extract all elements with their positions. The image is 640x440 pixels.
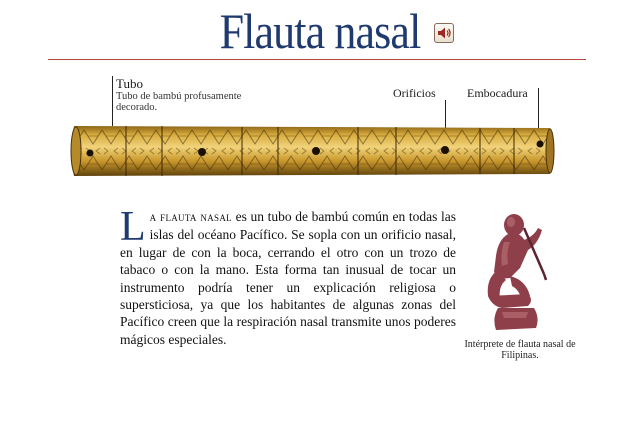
body-text: es un tubo de bambú común en todas las islas del océano Pacífico. Se sopla con un orificio nasal, en lugar de con la boca, cerrando el otro con un trozo de tabaco o con la mano. Esta forma tan inusual de tocar un instrumento podría tener un explicación religiosa o supersticiosa, ya que los habitantes de algunas zonas del Pacífico creen que la respiración nasal transmite unos poderes mágicos especiales. [120, 209, 456, 347]
tube-label: Tubo [116, 76, 143, 91]
drop-cap: L [120, 204, 146, 250]
holes-label: Orificios [393, 86, 436, 100]
page-title: Flauta nasal [219, 3, 421, 59]
title-divider [48, 59, 586, 60]
mouthpiece-label: Embocadura [467, 86, 528, 100]
tube-description: Tubo de bambú profusamente decorado. [116, 91, 242, 113]
figure-caption: Intérprete de flauta nasal de Filipinas. [464, 339, 576, 361]
tube-leader-line [112, 76, 113, 126]
body-paragraph [120, 204, 456, 348]
speaker-icon[interactable] [434, 23, 454, 43]
nasal-flute-image [66, 120, 558, 182]
flute-player-figure [478, 210, 560, 336]
lead-words: a flauta nasal [149, 210, 232, 224]
